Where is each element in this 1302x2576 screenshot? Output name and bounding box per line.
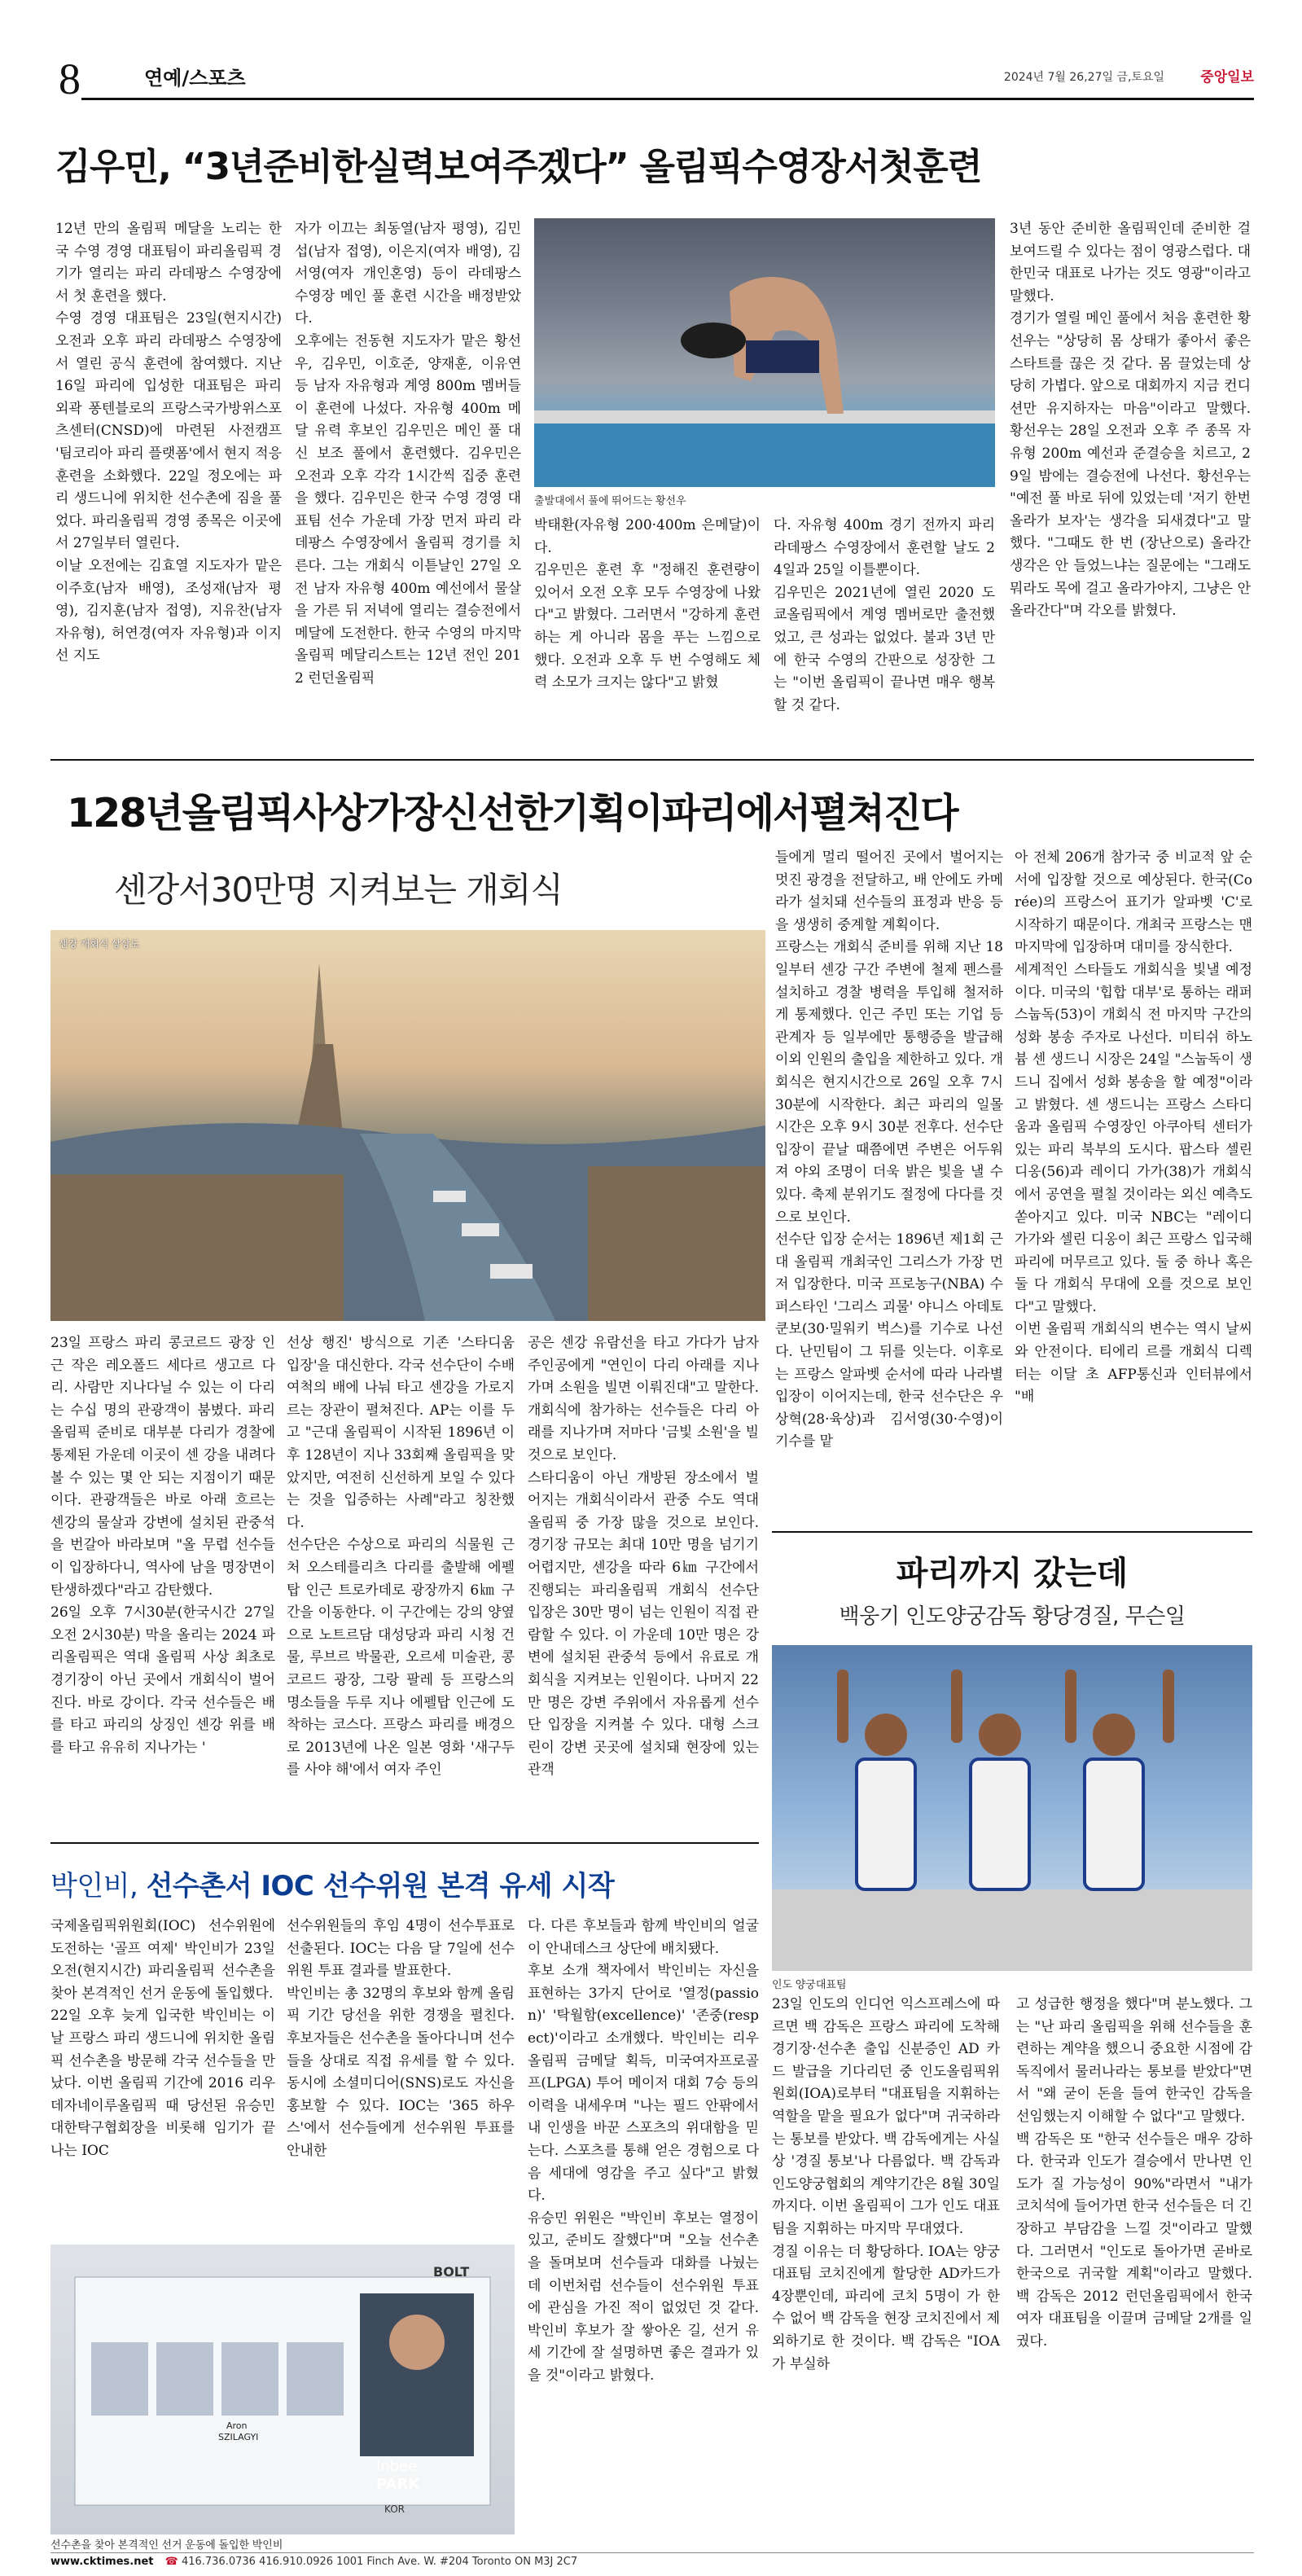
photo-text-inbee: Inbee [376,2458,418,2475]
article2-top-col2: 아 전체 206개 참가국 중 비교적 앞 순서에 입장할 것으로 예상된다. 한국(Corée)의 프랑스어 표기가 알파벳 'C'로 시작하기 때문이다. 개최국 프랑스는 맨 마지막에 입장하며 대미를 장식한다. 세계적인 스타들도 개회식을 빛낼 예정이다. 미국의 '힙합 대부'로 통하는 래퍼 스눕독(53)이 개회식 전 마지막 구간의 성화 봉송 주자로 나선다. 미티쉬 하노븀 센 생드니 시장은 24일 "스눕독이 생드니 집에서 성화 봉송을 할 예정"이라고 밝혔다. 센 생드니는 프랑스 스타디움과 올림픽 수영장인 아쿠아틱 센터가 있는 파리 북부의 도시다. 팝스타 셀린 디옹(56)과 레이디 가가(38)가 개회식에서 공연을 펼칠 것이라는 외신 예측도 쏟아지고 있다. 미국 NBC는 "레이디 가가와 셀린 디옹이 최근 프랑스 입국해 파리에 머무르고 있다. 둘 중 하나 혹은 둘 다 개회식 무대에 오를 것으로 보인다"고 말했다. 이번 올림픽 개회식의 변수는 역시 날씨와 안전이다. 티에리 르를 개회식 디렉터는 이달 초 AFP통신과 인터뷰에서 "배 [1015,849,1252,1406]
article3-col3: 다. 다른 후보들과 함께 박인비의 얼굴이 안내데스크 상단에 배치됐다. 후보 소개 책자에서 박인비는 자신을 표현하는 3가지 단어로 '열정(passion)' '탁월함(excellence)' '존중(respect)'이라고 소개했다. 박인비는 리우 올림픽 금메달 획득, 미국여자프로골프(LPGA) 투어 메이저 대회 7승 등의 이력을 내세우며 "나는 필드 안팎에서 내 인생을 바꾼 스포츠의 위대함을 믿는다. 스포츠를 통해 얻은 경험으로 다음 세대에 영감을 주고 싶다"고 밝혔다. 유승민 위원은 "박인비 후보는 열정이 있고, 준비도 잘했다"며 "오늘 선수촌을 돌며보며 선수들과 대화를 나눴는데 이번처럼 선수들이 선수위원 투표에 관심을 가진 적이 없었던 것 같다. 박인비 후보가 잘 쌓아온 길, 선거 유세 기간에 잘 설명하면 좋은 결과가 있을 것"이라고 밝혔다. [528,1918,759,2384]
issue-date: 2024년 7월 26,27일 금,토요일 [1003,71,1164,84]
photo-text-park: PARK [376,2476,420,2493]
article2-bottom-rule [50,1842,759,1844]
article3-headline [50,1863,759,1903]
footer-rule [50,2552,1254,2553]
article2-col2: 선상 행진' 방식으로 기존 '스타디움 입장'을 대신한다. 각국 선수단이 수배여척의 배에 나눠 타고 센강을 가로지르는 장관이 펼쳐진다. AP는 이를 두고 "근대 올림픽이 시작된 1896년 이후 128년이 지나 33회째 올림픽을 맞았지만, 여전히 신선하게 보일 수 있다는 것을 입증하는 사례"라고 칭찬했다. 선수단은 수상으로 파리의 식물원 근처 오스테를리츠 다리를 출발해 에펠탑 인근 트로카데로 광장까지 6㎞ 구간을 이동한다. 이 구간에는 강의 양옆으로 노트르담 대성당과 파리 시청 건물, 루브르 박물관, 오르세 미술관, 콩코르드 광장, 그랑 팔레 등 프랑스의 명소들을 두루 지나 에펠탑 인근에 도착하는 코스다. 프랑스 파리를 배경으로 2013년에 나온 일본 영화 '새구두를 사야 해'에서 여자 주인 [287,1335,515,1779]
footer [50,2556,1254,2574]
article4-photo [772,1645,1252,1971]
photo-text-szilagyi: SZILAGYI [218,2432,259,2442]
article1-photo-caption: 출발대에서 풀에 뛰어드는 황선우 [534,494,686,507]
article1-headline: 김우민, “3년준비한실력보여주겠다” 올림픽수영장서첫훈련 [55,145,982,188]
article1-photo [534,218,995,487]
article2-photo [50,930,765,1321]
article4-headline: 파리까지 갔는데 [896,1555,1129,1592]
article3-photo-caption: 선수촌을 찾아 본격적인 선거 운동에 돌입한 박인비 [50,2539,283,2551]
article2-col3: 공은 센강 유람선을 타고 가다가 남자 주인공에게 "연인이 다리 아래를 지나가며 소원을 빌면 이뤄진대"고 말한다. 개회식에 참가하는 선수들은 다리 아래를 지나가며 저마다 '금빛 소원'을 빌 것으로 보인다. 스타디움이 아닌 개방된 장소에서 벌어지는 개회식이라서 관중 수도 역대 올림픽 중 가장 많을 것으로 보인다. 경기장 규모는 최대 10만 명을 넘기기 어렵지만, 센강을 따라 6㎞ 구간에서 진행되는 파리올림픽 개회식 선수단 입장은 30만 명이 넘는 인원이 직접 관람할 수 있다. 이 가운데 10만 명은 강변에 설치된 관중석 등에서 유료로 개회식을 지켜보는 인원이다. 나머지 22만 명은 강변 주위에서 자유롭게 선수단 입장을 지켜볼 수 있다. 대형 스크린이 강변 곳곳에 설치돼 현장에 있는 관객 [528,1335,759,1779]
footer-website[interactable]: www.cktimes.net [50,2556,154,2568]
paper-logo: 중앙일보 [1200,69,1254,86]
article1-col4: 다. 자유형 400m 경기 전까지 파리 라데팡스 수영장에서 훈련할 날도 24일과 25일 이틀뿐이다. 김우민은 2021년에 열린 2020 도쿄올림픽에서 계영 멤버로만 출전했었고, 큰 성과는 없었다. 불과 3년 만에 한국 수영의 간판으로 성장한 그는 "이번 올림픽이 끝나면 매우 행복할 것 같다. [774,517,995,713]
article2-col1: 23일 프랑스 파리 콩코르드 광장 인근 작은 레오폴드 세다르 생고르 다리. 사람만 지나다닐 수 있는 이 다리는 수십 명의 관광객이 붐볐다. 파리올림픽 준비로 대부분 다리가 경찰에 통제된 가운데 이곳이 센 강을 내려다볼 수 있는 몇 안 되는 지점이기 때문이다. 관광객들은 바로 아래 흐르는 센강의 물살과 강변에 설치된 관중석을 번갈아 바라보며 "올 무렵 선수들이 입장하다니, 역사에 남을 명장면이 탄생하겠다"라고 감탄했다. 26일 오후 7시30분(한국시간 27일 오전 2시30분) 막을 올리는 2024 파리올림픽은 역대 올림픽 사상 최초로 경기장이 아닌 곳에서 개회식이 벌어진다. 바로 강이다. 각국 선수들은 배를 타고 파리의 상징인 센강 위를 배를 타고 유유히 지나가는 ' [50,1335,275,1756]
article4-col1: 23일 인도의 인디언 익스프레스에 따르면 백 감독은 프랑스 파리에 도착해 경기장·선수촌 출입 신분증인 AD 카드 발급을 기다리던 중 인도올림픽위원회(IOA)로부터 "대표팀을 지휘하는 역할을 맡을 필요가 없다"며 귀국하라는 통보를 받았다. 백 감독에게는 사실상 '경질 통보'나 다름없다. 백 감독과 인도양궁협회의 계약기간은 8월 30일까지다. 이번 올림픽이 그가 인도 대표팀을 지휘하는 마지막 무대였다. 경질 이유는 더 황당하다. IOA는 양궁대표팀 코치진에게 할당한 AD카드가 4장뿐인데, 파리에 코치 5명이 가 한 수 없어 백 감독을 현장 코치진에서 제외하기로 한 것이다. 백 감독은 "IOA가 부실하 [772,1996,1000,2372]
article3-photo [50,2245,515,2534]
photo-text-aron: Aron [226,2420,248,2431]
swimmer-illustration [534,218,995,487]
section-label: 연예/스포츠 [144,67,246,90]
seine-ceremony-illustration [50,930,765,1321]
footer-contact: 416.736.0736 416.910.0926 1001 Finch Ave. W. #204 Toronto ON M3J 2C7 [181,2556,578,2568]
ioc-board-illustration [50,2245,515,2534]
photo-text-bolt: BOLT [433,2264,470,2280]
article2-headline: 128년올림픽사상가장신선한기획이파리에서펼쳐진다 [67,790,958,836]
article3-headline-name: 박인비, [50,1870,138,1902]
article4-top-rule [772,1531,1252,1533]
article4-photo-caption: 인도 양궁대표팀 [772,1978,847,1990]
header-rule [81,98,1254,100]
phone-icon: ☎ [164,2556,178,2568]
photo-text-kor: KOR [384,2504,405,2515]
page-number: 8 [59,55,81,103]
article2-top-col1: 들에게 멀리 떨어진 곳에서 벌어지는 멋진 광경을 전달하고, 배 안에도 카메라가 설치돼 선수들의 표정과 반응 등을 생생히 중계할 계획이다. 프랑스는 개회식 준비를 위해 지난 18일부터 센강 구간 주변에 철제 펜스를 설치하고 경찰 병력을 투입해 철저하게 통제했다. 인근 주민 또는 기업 등 관계자 등 일부에만 통행증을 발급해 이외 인원의 출입을 제한하고 있다. 개회식은 현지시간으로 26일 오후 7시 30분에 시작한다. 최근 파리의 일몰 시간은 오후 9시 30분 전후다. 선수단 입장이 끝날 때쯤에면 주변은 어두워져 야외 조명이 더욱 밝은 빛을 낼 수 있다. 축제 분위기도 절정에 다다를 것으로 보인다. 선수단 입장 순서는 1896년 제1회 근대 올림픽 개최국인 그리스가 가장 먼저 입장한다. 미국 프로농구(NBA) 수퍼스타인 '그리스 괴물' 야니스 아데토쿤보(30·밀워키 벅스)를 기수로 나선다. 난민팀이 그 뒤를 잇는다. 이후로는 프랑스 알파벳 순서에 따라 나라별 입장이 이어지는데, 한국 선수단은 우상혁(28·육상)과 김서영(30·수영)이 기수를 맡 [775,849,1003,1450]
article1-col2: 자가 이끄는 최동열(남자 평영), 김민섭(남자 접영), 이은지(여자 배영), 김서영(여자 개인혼영) 등이 라데팡스 수영장 메인 풀 훈련 시간을 배정받았다. 오후에는 전동현 지도자가 맡은 황선우, 김우민, 이호준, 양재훈, 이유연 등 남자 자유형과 계영 800m 멤버들이 훈련에 나섰다. 자유형 400m 메달 유력 후보인 김우민은 메인 풀 대신 보조 풀에서 훈련했다. 김우민은 오전과 오후 각각 1시간씩 집중 훈련을 했다. 김우민은 한국 수영 경영 대표팀 선수 가운데 가장 먼저 파리 라데팡스 수영장에서 올림픽 경기를 치른다. 그는 개회식 이튿날인 27일 오전 남자 자유형 400m 예선에서 물살을 가른 뒤 저녁에 열리는 결승전에서 메달에 도전한다. 한국 수영의 마지막 올림픽 메달리스트는 12년 전인 2012 런던올림픽 [295,221,521,687]
article3-headline-main: 선수촌서 IOC 선수위원 본격 유세 시작 [146,1870,615,1902]
article1-col5: 3년 동안 준비한 올림픽인데 준비한 걸 보여드릴 수 있다는 점이 영광스럽다. 대한민국 대표로 나가는 것도 영광"이라고 말했다. 경기가 열릴 메인 풀에서 처음 훈련한 황선우는 "상당히 몸 상태가 좋아서 좋은 스타트를 끊은 것 같다. 몸 끌었는데 상당히 가볍다. 앞으로 대회까지 지금 컨디션만 유지하자는 마음"이라고 말했다. 황선우는 28일 오전과 오후 주 종목 자유형 200m 예선과 준결승을 치르고, 29일 밤에는 결승전에 나선다. 황선우는 "예전 풀 바로 뒤에 있었는데 '저기 한번 올라가 보자'는 생각을 되새겼다"고 말했다. "그때도 한 번 (장난으로) 올라간 생각은 안 들었느냐는 질문에는 "그래도 뭐라도 목에 걸고 올라가야지, 그냥은 안 올라간다"며 각오를 밝혔다. [1010,221,1251,620]
archers-illustration [772,1645,1252,1971]
article1-bottom-rule [50,759,1254,761]
article1-col3: 박태환(자유형 200·400m 은메달)이다. 김우민은 훈련 후 "정해진 훈련량이 있어서 오전 오후 모두 수영장에 나왔다"고 밝혔다. 그러면서 "강하게 훈련하는 게 아니라 몸을 푸는 느낌으로 했다. 오전과 오후 두 번 수영해도 체력 소모가 크지는 않다"고 밝혔 [534,517,761,691]
article2-photo-caption: 센강 개회식 상상도 [59,938,140,950]
article3-col2: 선수위원들의 후임 4명이 선수투표로 선출된다. IOC는 다음 달 7일에 선수위원 투표 결과를 발표한다. 박인비는 총 32명의 후보와 함께 올림픽 기간 당선을 위한 경쟁을 펼친다. 후보자들은 선수촌을 돌아다니며 선수들을 상대로 직접 유세를 할 수 있다. 동시에 소셜미디어(SNS)로도 자신을 홍보할 수 있다. IOC는 '365 하우스'에서 선수들에게 선수위원 투표를 안내한 [287,1918,515,2159]
article4-col2: 고 성급한 행정을 했다"며 분노했다. 그는 "난 파리 올림픽을 위해 선수들을 훈련하는 계약을 했으니 중요한 시점에 감독직에서 물러나라는 통보를 받았다"면서 "왜 굳이 돈을 들여 한국인 감독을 선임했는지 이해할 수 없다"고 말했다. 백 감독은 또 "한국 선수들은 매우 강하다. 한국과 인도가 결승에서 만나면 인도가 질 가능성이 90%"라면서 "내가 코치석에 들어가면 한국 선수들은 더 긴장하고 부담감을 느낄 것"이라고 말했다. 그러면서 "인도로 돌아가면 곧바로 한국으로 귀국할 계획"이라고 말했다. 백 감독은 2012 런던올림픽에서 한국 여자 대표팀을 이끌며 금메달 2개를 일궜다. [1016,1996,1252,2350]
article1-col1: 12년 만의 올림픽 메달을 노리는 한국 수영 경영 대표팀이 파리올림픽 경기가 열리는 파리 라데팡스 수영장에서 첫 훈련을 했다. 수영 경영 대표팀은 23일(현지시간) 오전과 오후 파리 라데팡스 수영장에서 열린 공식 훈련에 참여했다. 지난 16일 파리에 입성한 대표팀은 파리 외곽 퐁텐블로의 프랑스국가방위스포츠센터(CNSD)에 마련된 사전캠프 '팀코리아 파리 플랫폼'에서 현지 적응 훈련을 소화했다. 22일 정오에는 파리 생드니에 위치한 선수촌에 짐을 풀었다. 파리올림픽 경영 종목은 이곳에서 27일부터 열린다. 이날 오전에는 김효열 지도자가 맡은 이주호(남자 배영), 조성재(남자 평영), 김지훈(남자 접영), 지유찬(남자 자유형), 허연경(여자 자유형)과 이지선 지도 [55,221,282,665]
article2-subheadline: 센강서30만명 지켜보는 개회식 [114,870,563,910]
article3-col1: 국제올림픽위원회(IOC) 선수위원에 도전하는 '골프 여제' 박인비가 23일 오전(현지시간) 파리올림픽 선수촌을 찾아 본격적인 선거 운동에 돌입했다. 22일 오후 늦게 입국한 박인비는 이날 프랑스 파리 생드니에 위치한 올림픽 선수촌을 방문해 각국 선수들을 만났다. 이번 올림픽 기간에 2016 리우데자네이루올림픽 때 당선된 유승민 대한탁구협회장을 비롯해 임기가 끝나는 IOC [50,1918,275,2159]
article4-box [772,1531,1252,2574]
article4-subheadline: 백웅기 인도양궁감독 황당경질, 무슨일 [839,1604,1186,1629]
